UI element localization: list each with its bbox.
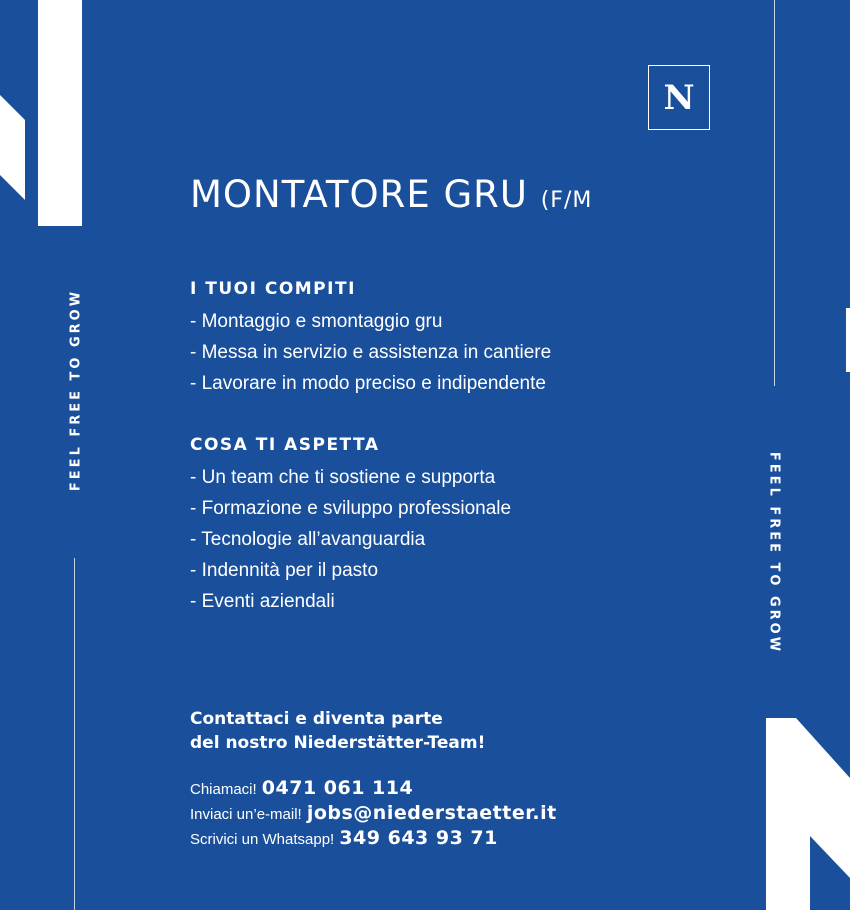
email-label: Inviaci un’e-mail!: [190, 806, 302, 823]
logo-letter: N: [663, 77, 695, 118]
list-item: - Tecnologie all’avanguardia: [190, 529, 426, 550]
contact-whatsapp: [190, 827, 498, 849]
list-item: - Lavorare in modo preciso e indipendente: [190, 373, 546, 394]
right-edge-bar: [846, 308, 850, 372]
benefits-heading: COSA TI ASPETTA: [190, 435, 380, 455]
left-n-graphic-icon: [0, 0, 82, 226]
brand-logo: [648, 65, 710, 130]
list-item: - Montaggio e smontaggio gru: [190, 311, 443, 332]
whatsapp-number-link[interactable]: 349 643 93 71: [339, 827, 498, 849]
job-title-main: MONTATORE GRU: [190, 173, 528, 216]
whatsapp-label: Scrivici un Whatsapp!: [190, 831, 335, 848]
email-link[interactable]: jobs@niederstaetter.it: [306, 802, 557, 824]
job-title: [190, 173, 592, 216]
cta-text: [190, 707, 485, 755]
side-tagline-left: FEEL FREE TO GROW: [68, 288, 84, 492]
list-item: - Indennità per il pasto: [190, 560, 379, 581]
cta-line-2: del nostro Niederstätter-Team!: [190, 733, 486, 753]
list-item: - Eventi aziendali: [190, 591, 335, 612]
list-item: - Un team che ti sostiene e supporta: [190, 467, 496, 488]
right-divider-line: [774, 0, 775, 386]
tasks-list: [190, 306, 551, 399]
phone-label: Chiamaci!: [190, 781, 257, 798]
right-n-graphic-icon: [766, 718, 850, 910]
phone-number-link[interactable]: 0471 061 114: [261, 777, 414, 799]
contact-phone: [190, 777, 413, 799]
left-divider-line: [74, 558, 75, 910]
list-item: - Messa in servizio e assistenza in cantiere: [190, 342, 552, 363]
tasks-heading: I TUOI COMPITI: [190, 279, 356, 299]
list-item: - Formazione e sviluppo professionale: [190, 498, 512, 519]
side-tagline-right: FEEL FREE TO GROW: [766, 451, 782, 655]
contact-email: [190, 802, 557, 824]
benefits-list: [190, 462, 511, 617]
job-title-suffix: (F/M: [540, 188, 593, 213]
cta-line-1: Contattaci e diventa parte: [190, 709, 443, 729]
